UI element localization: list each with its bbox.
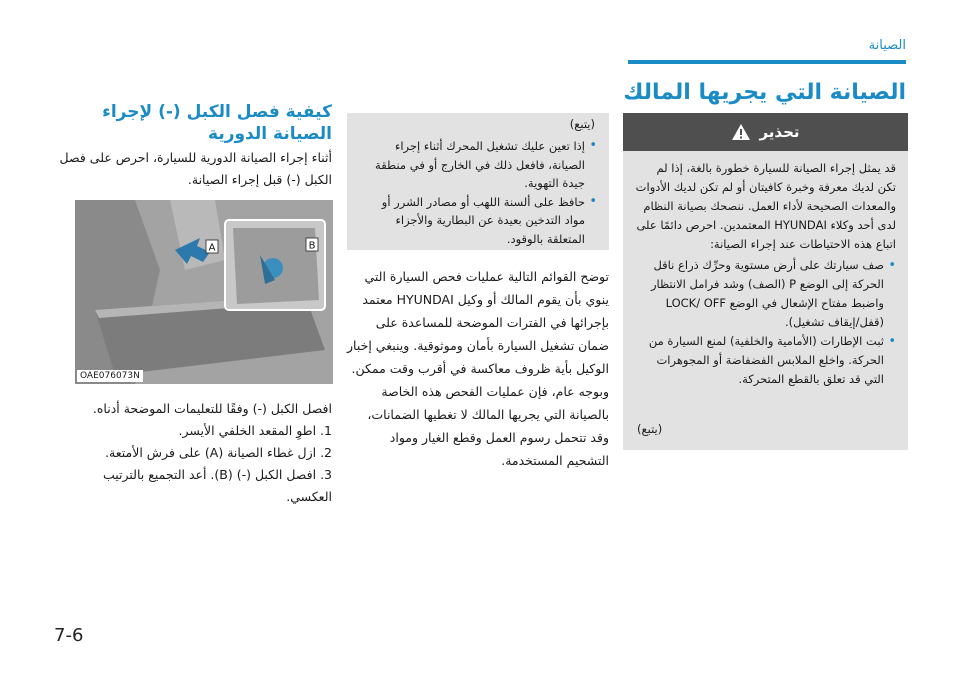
continued-list <box>359 137 597 248</box>
steps-list <box>54 398 332 508</box>
continued-bullet-text: حافظ على ألسنة اللهب أو مصادر الشرر أو مواد التدخين بعيدة عن البطارية والأجزاء المتعلقة بالوقود. <box>381 194 585 246</box>
figure-code: OAE076073N <box>77 370 143 382</box>
warning-heading: تحذير <box>759 123 800 141</box>
trunk-illustration <box>75 200 333 384</box>
bullet-dot: • <box>888 334 896 349</box>
section-title: كيفية فصل الكبل (-) لإجراء الصيانة الدورية <box>102 102 332 144</box>
step-item: 1. اطوِ المقعد الخلفي الأيسر. <box>178 423 332 438</box>
warning-body <box>635 159 896 389</box>
warning-box <box>623 113 908 450</box>
continued-bullet <box>359 137 597 193</box>
continued-bullet-text: إذا تعين عليك تشغيل المحرك أثناء إجراء الصيانة، فافعل ذلك في الخارج أو في منطقة جيدة التهوية. <box>375 139 585 190</box>
warning-bullet <box>635 332 896 389</box>
step-intro: افصل الكبل (-) وفقًا للتعليمات الموضحة أدناه. <box>92 401 332 416</box>
page-title: الصيانة التي يجريها المالك <box>623 80 906 105</box>
continued-bullet <box>359 193 597 249</box>
continued-label: (يتبع) <box>569 117 595 131</box>
continued-warning-box <box>347 113 609 250</box>
callout-a: A <box>208 242 216 254</box>
warning-continued: (يتبع) <box>637 422 663 436</box>
bullet-dot: • <box>888 258 896 273</box>
warning-triangle-icon <box>731 123 751 141</box>
header-rule <box>628 60 906 64</box>
warning-bullet-text: ثبت الإطارات (الأمامية والخلفية) لمنع السيارة من الحركة. واخلع الملابس الفضفاضة أو المجوهرات التي قد تعلق بالقطع المتحركة. <box>648 334 884 386</box>
warning-header <box>623 113 908 151</box>
step-item: 3. افصل الكبل (-) (B). أعد التجميع بالترتيب العكسي. <box>102 467 332 504</box>
bullet-dot: • <box>589 193 597 209</box>
warning-bullet-text: صف سيارتك على أرض مستوية وحرِّك ذراع ناقل الحركة إلى الوضع P (الصف) وشد فرامل الانتظار واضبط مفتاح الإشعال في الوضع LOCK/ OFF (قفل/إيقاف تشغيل). <box>650 258 884 329</box>
warning-paragraph: قد يمثل إجراء الصيانة للسيارة خطورة بالغة، إذا لم تكن لديك معرفة وخبرة كافيتان أو لم تكن لديك الأدوات والمعدات الصحيحة لأداء العمل. ننصحك بصيانة النظام لدى أحد وكلاء HYUNDAI المعتمدين. احرص دائمًا على اتباع هذه الاحتياطات عند إجراء الصيانة: <box>635 161 896 251</box>
warning-bullet <box>635 256 896 332</box>
step-item: 2. ازل غطاء الصيانة (A) على فرش الأمتعة. <box>105 445 332 460</box>
bullet-dot: • <box>589 138 597 153</box>
page-number: 7-6 <box>54 625 84 646</box>
section-intro: أثناء إجراء الصيانة الدورية للسيارة، احرص على فصل الكبل (-) قبل إجراء الصيانة. <box>59 150 332 187</box>
trunk-battery-figure <box>75 200 333 384</box>
running-header: الصيانة <box>868 38 906 53</box>
body-paragraph: توضح القوائم التالية عمليات فحص السيارة التي ينوي بأن يقوم المالك أو وكيل HYUNDAI معتمد بإجرائها في الفترات الموضحة للمساعدة على ضمان تشغيل السيارة بأمان وموثوقية. وينبغي إخبار الوكيل بأية ظروف معاكسة في أقرب وقت ممكن. وبوجه عام، فإن عمليات الفحص هذه الخاصة بالصيانة التي يجريها المالك لا تغطيها الضمانات، وقد تتحمل رسوم العمل وقطع الغيار ومواد التشحيم المستخدمة. <box>346 269 609 468</box>
callout-b: B <box>308 240 316 252</box>
